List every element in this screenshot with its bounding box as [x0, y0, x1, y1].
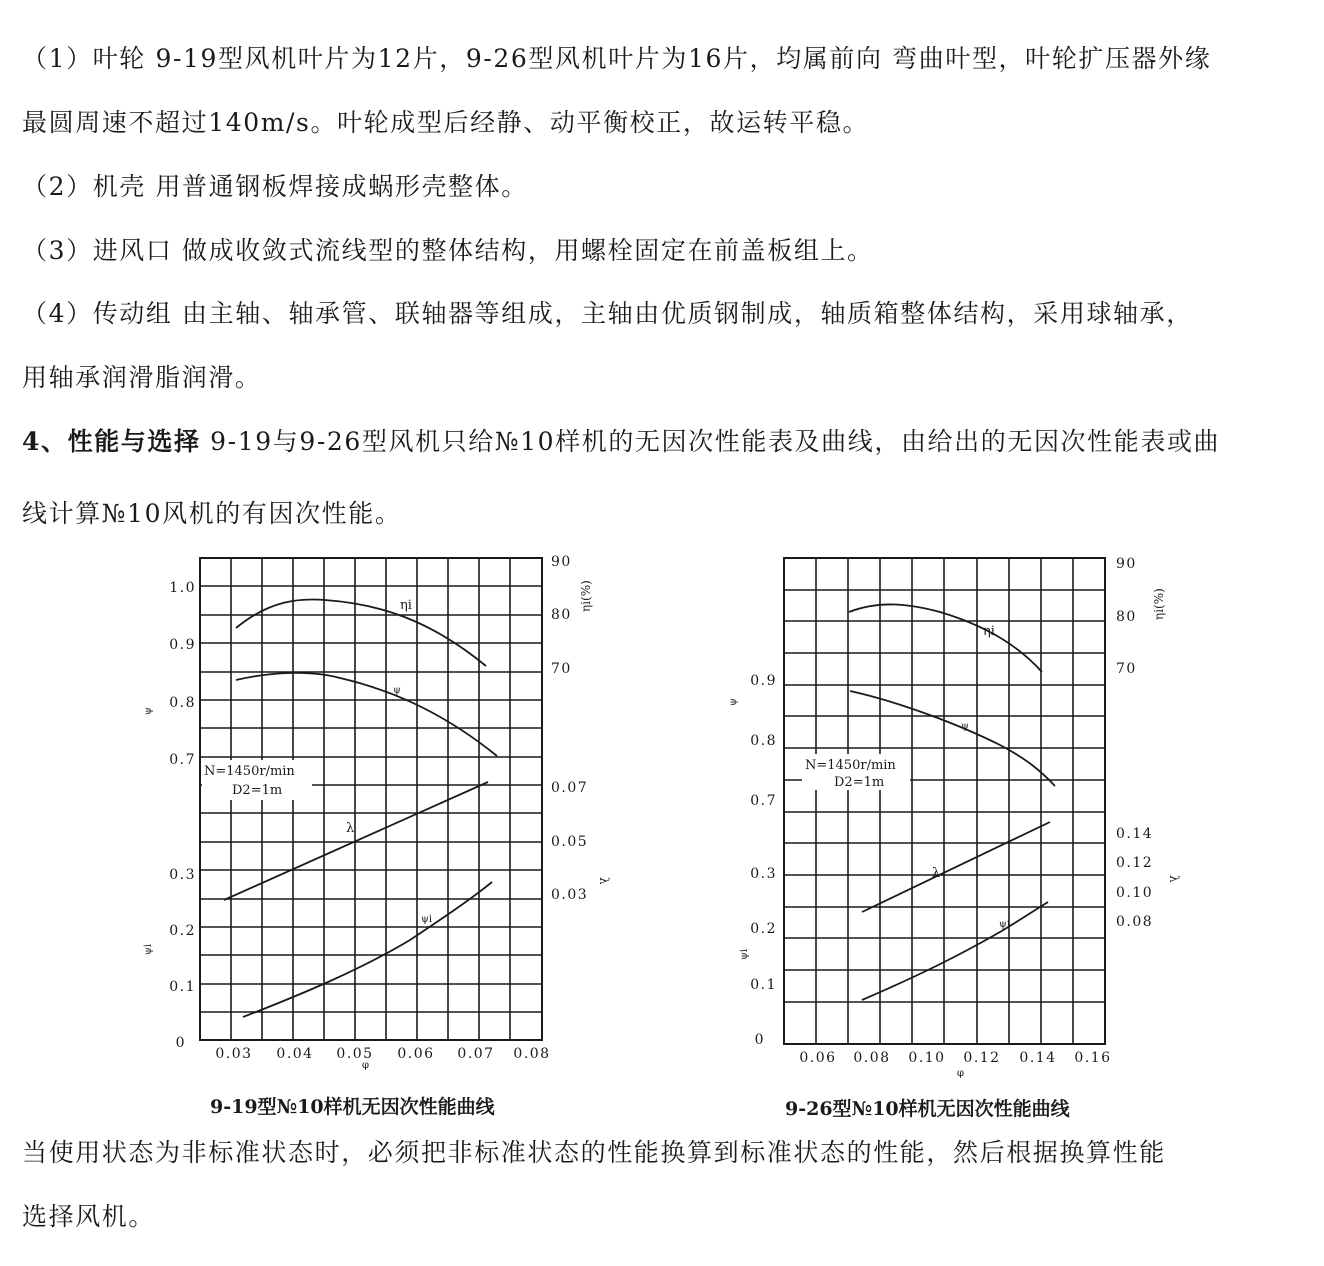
chart-9-19-left-tick: 0.1	[169, 979, 196, 995]
chart-9-26-right-upper-symbol: ηi(%)	[1152, 588, 1166, 620]
chart-9-19-left-tick: 0.8	[169, 695, 196, 711]
chart-9-19-right-tick: 0.07	[551, 780, 589, 796]
chart-9-26-right-lower-symbol: λ	[1167, 875, 1181, 883]
chart-9-26-left-tick: 0.2	[750, 921, 777, 937]
chart-9-19-pressure-curve	[236, 673, 497, 756]
chart-9-19-right-tick: 90	[551, 554, 572, 570]
chart-9-19-pressure-label: ψ	[393, 685, 401, 696]
chart-9-19-x-tick: 0.08	[513, 1046, 551, 1062]
chart-9-19-left-upper-symbol: ψ	[143, 707, 154, 715]
chart-9-26-right-tick: 70	[1116, 661, 1137, 677]
paragraph-inlet: （3）进风口 做成收敛式流线型的整体结构，用螺栓固定在前盖板组上。	[22, 236, 874, 265]
chart-9-19-x-tick: 0.03	[215, 1046, 253, 1062]
chart-9-26-left-tick: 0.3	[750, 866, 777, 882]
chart-9-19-right-tick: 80	[551, 607, 572, 623]
chart-9-26-x-tick: 0.12	[963, 1050, 1001, 1066]
chart-9-26-right-tick: 0.14	[1116, 826, 1154, 842]
chart-9-26-left-tick: 0.9	[750, 673, 777, 689]
chart-9-19-static-curve	[243, 882, 492, 1017]
chart-9-26-grid	[784, 558, 1105, 1044]
paragraph-casing: （2）机壳 用普通钢板焊接成蜗形壳整体。	[22, 172, 528, 201]
chart-9-26-left-lower-symbol: ψi	[739, 948, 750, 960]
chart-9-19-x-tick: 0.06	[397, 1046, 435, 1062]
chart-9-19-x-tick: 0.05	[336, 1046, 374, 1062]
chart-9-26-left-tick: 0	[754, 1032, 765, 1048]
section-4-intro: 9-19与9-26型风机只给№10样机的无因次性能表及曲线，由给出的无因次性能表或曲	[200, 427, 1221, 456]
chart-9-19-left-tick: 0.3	[169, 867, 196, 883]
chart-9-19-right-lower-symbol: λ	[597, 877, 611, 885]
chart-9-26-power-curve	[862, 822, 1050, 912]
chart-9-19-left-tick: 0.2	[169, 923, 196, 939]
chart-9-26	[725, 548, 1195, 1088]
chart-9-19-x-tick: 0.07	[457, 1046, 495, 1062]
chart-9-26-x-tick: 0.10	[908, 1050, 946, 1066]
chart-9-26-right-tick: 80	[1116, 609, 1137, 625]
chart-9-26-right-tick: 0.10	[1116, 885, 1154, 901]
chart-9-26-left-tick: 0.1	[750, 977, 777, 993]
chart-9-26-x-tick: 0.08	[853, 1050, 891, 1066]
chart-9-19-x-tick: 0.04	[276, 1046, 314, 1062]
chart-9-19-caption: 9-19型№10样机无因次性能曲线	[210, 1096, 495, 1118]
chart-9-26-right-tick: 90	[1116, 556, 1137, 572]
section-4-line1	[22, 427, 1220, 457]
chart-9-19-right-tick: 70	[551, 661, 572, 677]
chart-9-26-left-upper-symbol: ψ	[728, 698, 739, 706]
section-4-heading: 4、性能与选择	[22, 427, 201, 456]
paragraph-drive-line1: （4）传动组 由主轴、轴承管、联轴器等组成，主轴由优质钢制成，轴质箱整体结构，采用球轴承，	[22, 299, 1193, 328]
paragraph-impeller-line2: 最圆周速不超过140m/s。叶轮成型后经静、动平衡校正，故运转平稳。	[22, 108, 870, 137]
chart-9-19	[140, 548, 620, 1088]
paragraph-conversion-line2: 选择风机。	[22, 1202, 156, 1231]
chart-9-26-efficiency-curve	[849, 604, 1042, 672]
chart-9-26-x-axis-symbol: φ	[957, 1068, 965, 1079]
section-4-line2: 线计算№10风机的有因次性能。	[22, 499, 402, 528]
chart-9-19-x-axis-symbol: φ	[362, 1060, 370, 1071]
paragraph-conversion-line1: 当使用状态为非标准状态时，必须把非标准状态的性能换算到标准状态的性能，然后根据换算性能	[22, 1138, 1166, 1167]
chart-9-26-right-tick: 0.08	[1116, 914, 1154, 930]
chart-9-26-caption: 9-26型№10样机无因次性能曲线	[785, 1098, 1070, 1120]
chart-9-26-efficiency-label: ηi	[983, 624, 995, 639]
chart-9-26-diameter-note: D2=1m	[834, 775, 885, 790]
chart-9-19-diameter-note: D2=1m	[232, 783, 283, 798]
chart-9-26-left-tick: 0.8	[750, 733, 777, 749]
chart-9-19-right-upper-symbol: ηi(%)	[579, 580, 593, 612]
chart-9-19-left-tick: 0.7	[169, 752, 196, 768]
paragraph-impeller-line1: （1）叶轮 9-19型风机叶片为12片，9-26型风机叶片为16片，均属前向 弯曲叶型，叶轮扩压器外缘	[22, 44, 1212, 73]
chart-9-26-left-tick: 0.7	[750, 793, 777, 809]
chart-9-19-left-tick: 0	[175, 1035, 186, 1051]
chart-9-26-x-tick: 0.16	[1074, 1050, 1112, 1066]
chart-9-26-static-curve	[862, 902, 1048, 1000]
chart-9-26-speed-note: N=1450r/min	[805, 758, 896, 773]
chart-9-19-efficiency-label: ηi	[400, 598, 412, 613]
chart-9-19-static-label: ψi	[421, 914, 433, 925]
chart-9-19-left-tick: 0.9	[169, 637, 196, 653]
chart-9-26-power-label: λ	[932, 866, 941, 881]
chart-9-26-pressure-label: ψ	[961, 721, 969, 732]
paragraph-drive-line2: 用轴承润滑脂润滑。	[22, 363, 262, 392]
chart-9-26-x-tick: 0.14	[1019, 1050, 1057, 1066]
chart-9-19-right-tick: 0.05	[551, 834, 589, 850]
chart-9-26-x-tick: 0.06	[799, 1050, 837, 1066]
chart-9-19-left-lower-symbol: ψi	[143, 943, 154, 955]
chart-9-26-right-tick: 0.12	[1116, 855, 1154, 871]
chart-9-19-power-label: λ	[346, 821, 355, 836]
chart-9-19-right-tick: 0.03	[551, 887, 589, 903]
chart-9-19-speed-note: N=1450r/min	[204, 764, 295, 779]
chart-9-19-left-tick: 1.0	[169, 580, 196, 596]
chart-9-26-static-label: ψi	[999, 919, 1011, 930]
